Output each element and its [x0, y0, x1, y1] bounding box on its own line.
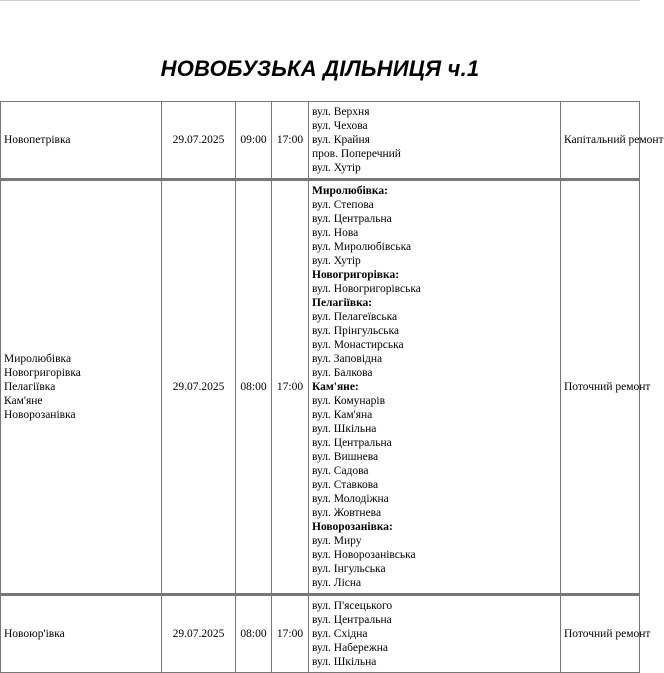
- table-row: [0, 179, 640, 594]
- date-cell: 29.07.2025: [162, 179, 236, 594]
- street-item: вул. Вишнева: [312, 451, 379, 463]
- localities-cell: [0, 179, 162, 594]
- page-title: НОВОБУЗЬКА ДІЛЬНИЦЯ ч.1: [160, 56, 480, 81]
- street-item: вул. Заповідна: [312, 353, 383, 365]
- street-item: вул. П'ясецького: [312, 600, 393, 612]
- street-item: вул. Хутір: [312, 162, 361, 174]
- date-cell: 29.07.2025: [162, 101, 236, 179]
- street-item: вул. Шкільна: [312, 423, 377, 435]
- street-item: вул. Нова: [312, 227, 359, 239]
- outage-schedule-table: [0, 101, 664, 673]
- street-item: вул. Хутір: [312, 255, 361, 267]
- street-item: вул. Садова: [312, 465, 369, 477]
- work-type-cell: Поточний ремонт: [561, 594, 640, 673]
- village-heading: Миролюбівка:: [312, 185, 388, 197]
- end-time-cell: 17:00: [272, 101, 309, 179]
- street-item: вул. Лісна: [312, 577, 362, 589]
- street-item: вул. Балкова: [312, 367, 373, 379]
- streets-cell: [309, 594, 561, 673]
- street-item: вул. Східна: [312, 628, 368, 640]
- street-item: пров. Поперечний: [312, 148, 401, 160]
- streets-cell: [309, 179, 561, 594]
- start-time-cell: 08:00: [236, 594, 272, 673]
- street-item: вул. Центральна: [312, 213, 392, 225]
- street-item: вул. Набережна: [312, 642, 389, 654]
- end-time-cell: 17:00: [272, 179, 309, 594]
- street-item: вул. Миру: [312, 535, 362, 547]
- street-item: вул. Прінгульська: [312, 325, 399, 337]
- locality-name: Пелагіївка: [4, 381, 56, 393]
- locality-name: Кам'яне: [4, 395, 43, 407]
- start-time-cell: 09:00: [236, 101, 272, 179]
- locality-name: Новогригорівка: [4, 367, 81, 379]
- street-item: вул. Комунарів: [312, 395, 386, 407]
- street-item: вул. Інгульська: [312, 563, 386, 575]
- street-item: вул. Крайня: [312, 134, 370, 146]
- locality-name: Миролюбівка: [4, 353, 72, 365]
- start-time-cell: 08:00: [236, 179, 272, 594]
- locality-name: Новорозанівка: [4, 409, 76, 421]
- village-heading: Кам'яне:: [312, 381, 359, 393]
- localities-cell: [0, 594, 162, 673]
- localities-cell: [0, 101, 162, 179]
- locality-name: Новоюр'івка: [4, 628, 65, 640]
- work-type-cell: Капітальний ремонт: [561, 101, 640, 179]
- street-item: вул. Верхня: [312, 106, 370, 118]
- street-item: вул. Степова: [312, 199, 374, 211]
- street-item: вул. Новорозанівська: [312, 549, 416, 561]
- village-heading: Пелагіївка:: [312, 297, 373, 309]
- table-row: [0, 101, 640, 179]
- table-row: [0, 594, 640, 673]
- top-divider: [0, 0, 640, 1]
- street-item: вул. Центральна: [312, 614, 392, 626]
- street-item: вул. Миролюбівська: [312, 241, 412, 253]
- village-heading: Новорозанівка:: [312, 521, 393, 533]
- locality-name: Новопетрівка: [4, 134, 71, 146]
- street-item: вул. Пелагеївська: [312, 311, 398, 323]
- work-type-cell: Поточний ремонт: [561, 179, 640, 594]
- streets-cell: [309, 101, 561, 179]
- street-item: вул. Центральна: [312, 437, 392, 449]
- street-item: вул. Шкільна: [312, 656, 377, 668]
- street-item: вул. Кам'яна: [312, 409, 373, 421]
- street-item: вул. Монастирська: [312, 339, 404, 351]
- street-item: вул. Чехова: [312, 120, 368, 132]
- end-time-cell: 17:00: [272, 594, 309, 673]
- date-cell: 29.07.2025: [162, 594, 236, 673]
- village-heading: Новогригорівка:: [312, 269, 400, 281]
- street-item: вул. Новогригорівська: [312, 283, 421, 295]
- street-item: вул. Ставкова: [312, 479, 379, 491]
- street-item: вул. Жовтнева: [312, 507, 382, 519]
- street-item: вул. Молодіжна: [312, 493, 389, 505]
